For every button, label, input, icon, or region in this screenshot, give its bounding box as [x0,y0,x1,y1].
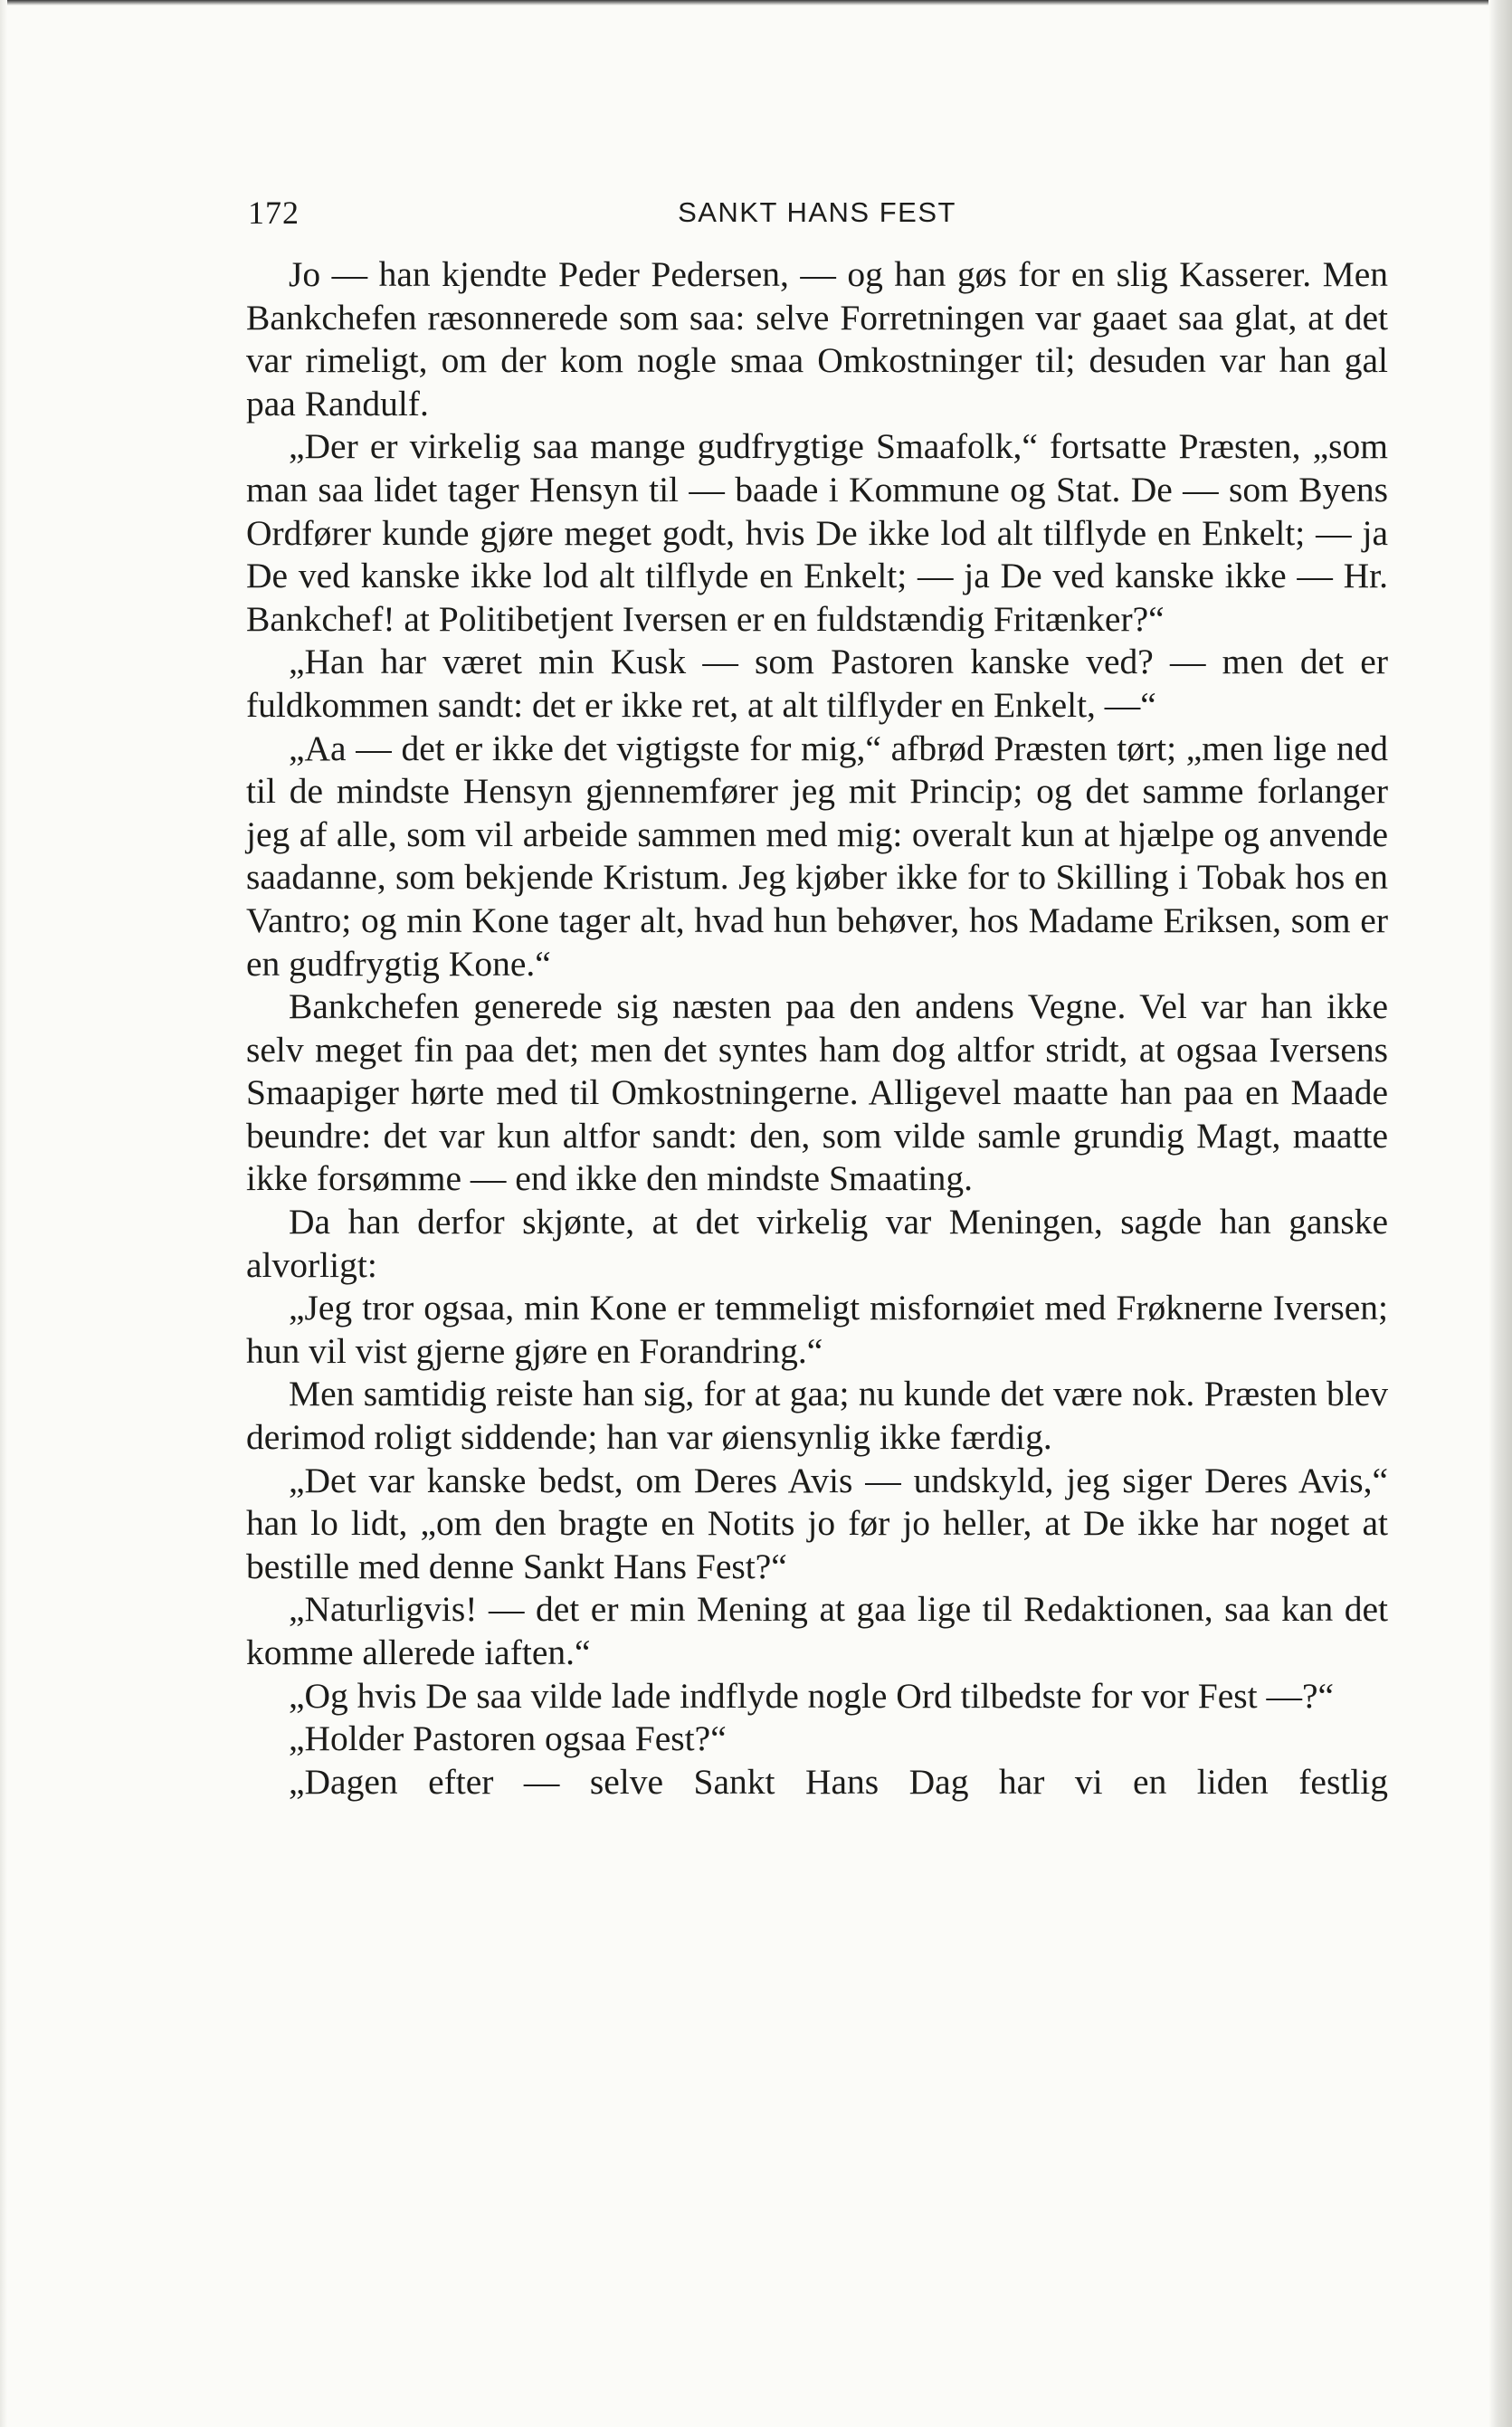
paragraph-9: „Det var kanske bedst, om Deres Avis — undskyld, jeg siger Deres Avis,“ han lo lidt, „om den bragte en Notits jo før jo heller, at De ikke har noget at bestille med denne Sankt Hans Fest?“ [246,1460,1388,1586]
paragraph-13: „Dagen efter — selve Sankt Hans Dag har vi en liden festlig [289,1761,1388,1802]
paragraph-6: Da han derfor skjønte, at det virkelig var Meningen, sagde han ganske alvorligt: [246,1202,1388,1285]
body-text [246,253,1388,1804]
paragraph-1: Jo — han kjendte Peder Pedersen, — og han gøs for en slig Kasserer. Men Bankchefen ræsonnerede som saa: selve Forretningen var gaaet saa glat, at det var rimeligt, om der kom nogle smaa Omkostninger til; desuden var han gal paa Randulf. [246,254,1388,424]
scan-edge-top [0,0,1512,5]
paragraph-11: „Og hvis De saa vilde lade indflyde nogle Ord tilbedste for vor Fest —?“ [289,1675,1335,1716]
scan-edge-left [0,0,7,2427]
scan-edge-right [1488,0,1512,2427]
paragraph-3: „Han har været min Kusk — som Pastoren kanske ved? — men det er fuldkommen sandt: det er ikke ret, at alt tilflyder en Enkelt, —“ [246,642,1388,725]
running-title: SANKT HANS FEST [678,196,956,228]
paragraph-8: Men samtidig reiste han sig, for at gaa; nu kunde det være nok. Præsten blev derimod roligt siddende; han var øiensynlig ikke færdig. [246,1374,1388,1458]
running-head [246,181,1388,246]
book-page [246,181,1388,1804]
paragraph-10: „Naturligvis! — det er min Mening at gaa lige til Redaktionen, saa kan det komme allerede iaften.“ [246,1589,1388,1672]
page-number: 172 [248,195,300,231]
paragraph-4: „Aa — det er ikke det vigtigste for mig,“ afbrød Præsten tørt; „men lige ned til de mindste Hensyn gjennemfører jeg mit Princip; og det samme forlanger jeg af alle, som vil arbeide sammen med mig: overalt kun at hjælpe og anvende saadanne, som bekjende Kristum. Jeg kjøber ikke for to Skilling i Tobak hos en Vantro; og min Kone tager alt, hvad hun behøver, hos Madame Eriksen, som er en gudfrygtig Kone.“ [246,728,1388,984]
paragraph-7: „Jeg tror ogsaa, min Kone er temmeligt misfornøiet med Frøknerne Iversen; hun vil vist gjerne gjøre en Forandring.“ [246,1288,1388,1371]
paragraph-2: „Der er virkelig saa mange gudfrygtige Smaafolk,“ fortsatte Præsten, „som man saa lidet tager Hensyn til — baade i Kommune og Stat. De — som Byens Ordfører kunde gjøre meget godt, hvis De ikke lod alt tilflyde en Enkelt; — ja De ved kanske ikke lod alt tilflyde en Enkelt; — ja De ved kanske ikke — Hr. Bankchef! at Politibetjent Iversen er en fuldstændig Fritænker?“ [246,426,1388,639]
paragraph-12: „Holder Pastoren ogsaa Fest?“ [289,1718,727,1759]
paragraph-5: Bankchefen generede sig næsten paa den andens Vegne. Vel var han ikke selv meget fin paa det; men det syntes ham dog altfor stridt, at ogsaa Iversens Smaapiger hørte med til Omkostningerne. Alligevel maatte han paa en Maade beundre: det var kun altfor sandt: den, som vilde samle grundig Magt, maatte ikke forsømme — end ikke den mindste Smaating. [246,986,1388,1199]
